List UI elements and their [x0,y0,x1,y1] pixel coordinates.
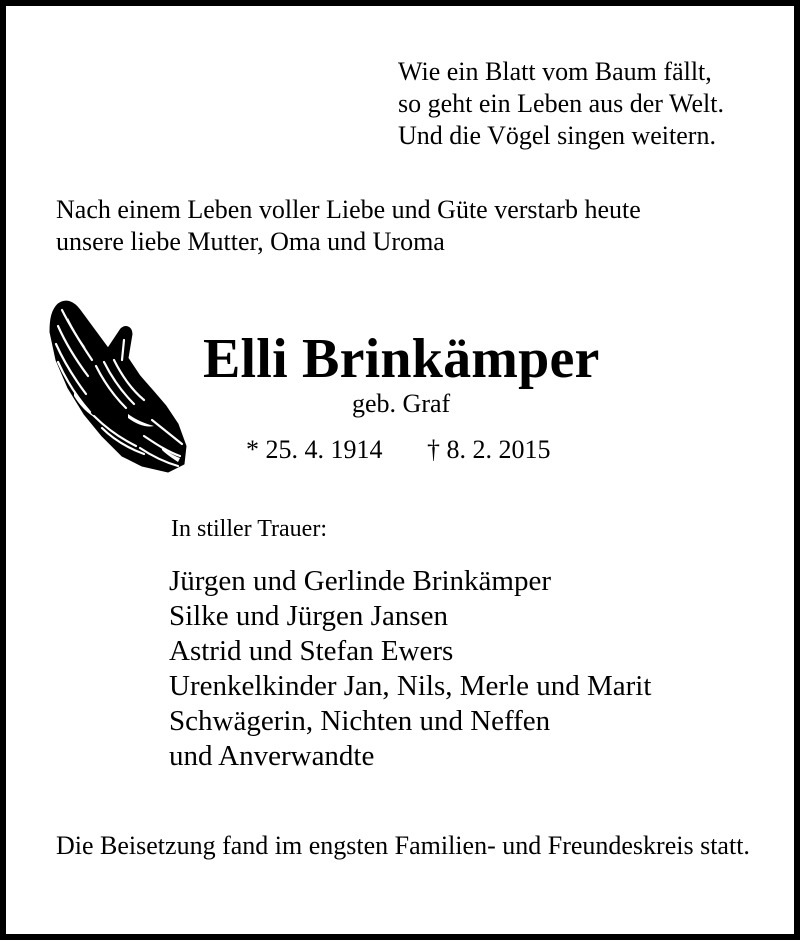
praying-hands-icon [44,296,192,474]
poem-line: Wie ein Blatt vom Baum fällt, [398,57,712,86]
mourner-entry: Jürgen und Gerlinde Brinkämper [169,565,552,597]
poem-line: Und die Vögel singen weitern. [398,121,716,150]
intro-text [56,194,641,258]
mourner-entry: Silke und Jürgen Jansen [169,600,448,632]
intro-line: Nach einem Leben voller Liebe und Güte verstarb heute [56,195,641,224]
mourner-entry: und Anverwandte [169,740,375,772]
birth-date: * 25. 4. 1914 [246,435,383,464]
mourner-entry: Schwägerin, Nichten und Neffen [169,705,551,737]
mourners-heading: In stiller Trauer: [171,516,327,542]
mourners-list [169,564,651,774]
funeral-notice: Die Beisetzung fand im engsten Familien- und Freundeskreis statt. [56,831,750,860]
deceased-name: Elli Brinkämper [203,328,600,390]
poem-line: so geht ein Leben aus der Welt. [398,89,724,118]
intro-line: unsere liebe Mutter, Oma und Uroma [56,227,445,256]
life-dates [246,434,551,466]
mourner-entry: Astrid und Stefan Ewers [169,635,454,667]
maiden-name: geb. Graf [352,389,451,418]
poem [398,56,724,152]
mourner-entry: Urenkelkinder Jan, Nils, Merle und Marit [169,670,652,702]
death-date: † 8. 2. 2015 [427,435,551,464]
